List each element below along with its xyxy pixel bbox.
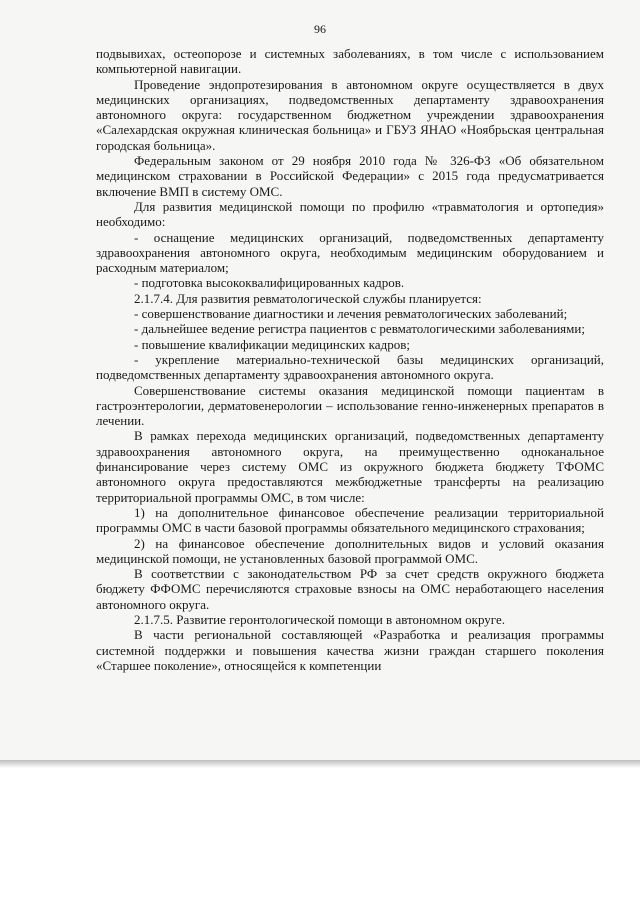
list-item: - дальнейшее ведение регистра пациентов с ревматологическими заболеваниями; (134, 321, 585, 337)
paragraph: Совершенствование системы оказания медицинской помощи пациентам в гастроэнтерологии, дерматовенерологии – использование генно-инженерных препаратов в лечении. (96, 382, 604, 429)
scan-edge-shadow (0, 760, 640, 768)
numbered-item: 1) на дополнительное финансовое обеспечение реализации территориальной программы ОМС в части базовой программы обязательного медицинского страхования; (96, 504, 604, 536)
paragraph: Для развития медицинской помощи по профилю «травматология и ортопедия» необходимо: (96, 198, 604, 230)
list-item: - оснащение медицинских организаций, подведомственных департаменту здравоохранения автономного округа, необходимым медицинским оборудованием и расходным материалом; (96, 229, 604, 276)
list-item: - совершенствование диагностики и лечения ревматологических заболеваний; (134, 306, 568, 322)
document-body (96, 46, 604, 673)
paragraph: подвывихах, остеопорозе и системных заболеваниях, в том числе с использованием компьютерной навигации. (96, 46, 604, 77)
list-item: - повышение квалификации медицинских кадров; (134, 336, 410, 352)
page-number: 96 (314, 22, 326, 36)
paragraph: В соответствии с законодательством РФ за счет средств окружного бюджета бюджету ФФОМС перечисляются страховые взносы на ОМС неработающего населения автономного округа. (96, 566, 604, 612)
paragraph: В рамках перехода медицинских организаций, подведомственных департаменту здравоохранения автономного округа, на преимущественно одноканальное финансирование через систему ОМС из окружного бюджета бюджету ТФОМС автономного округа предоставляются межбюджетные трансферты на реализацию территориальной программы ОМС, в том числе: (96, 428, 604, 505)
numbered-item: 2) на финансовое обеспечение дополнительных видов и условий оказания медицинской помощи, не установленных базовой программой ОМС. (96, 535, 604, 566)
paragraph: В части региональной составляющей «Разработка и реализация программы системной поддержки и повышения качества жизни граждан старшего поколения «Старшее поколение», относящейся к компетенции (96, 627, 604, 673)
list-item: - укрепление материально-технической базы медицинских организаций, подведомственных департаменту здравоохранения автономного округа. (96, 351, 604, 383)
paragraph: Проведение эндопротезирования в автономном округе осуществляется в двух медицинских организациях, подведомственных департаменту здравоохранения автономного округа: государственном бюджетном учреждении здравоохранения «Салехардская окружная клиническая больница» и ГБУЗ ЯНАО «Ноябрьская центральная городская больница». (96, 76, 604, 153)
section-heading: 2.1.7.4. Для развития ревматологической службы планируется: (134, 290, 482, 306)
section-heading: 2.1.7.5. Развитие геронтологической помощи в автономном округе. (134, 611, 505, 627)
paragraph: Федеральным законом от 29 ноября 2010 года № 326-ФЗ «Об обязательном медицинском страховании в Российской Федерации» с 2015 года предусматривается включение ВМП в систему ОМС. (96, 153, 604, 199)
list-item: - подготовка высококвалифицированных кадров. (134, 275, 405, 291)
